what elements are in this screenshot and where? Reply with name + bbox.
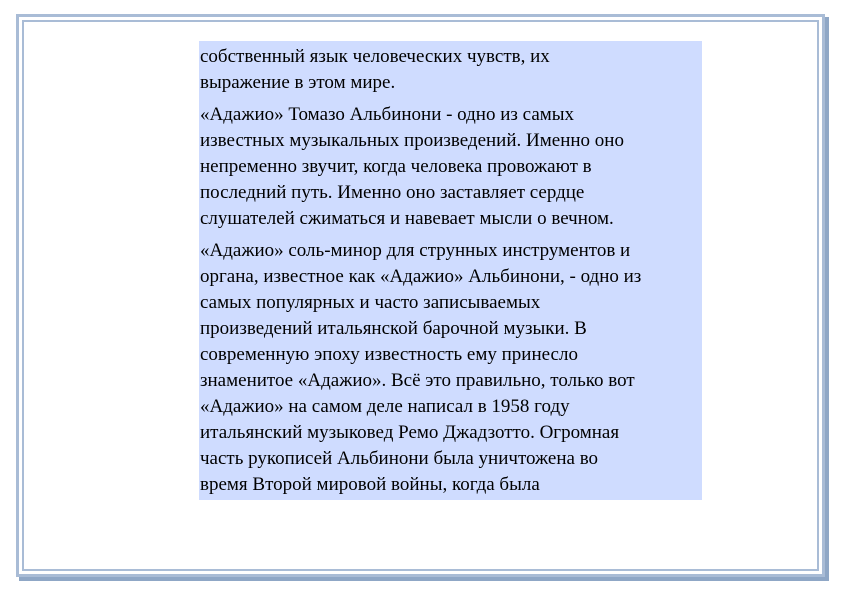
text-box [199,41,702,500]
text-line: «Адажио» соль-минор для струнных инструментов и [200,240,631,261]
text-line: органа, известное как «Адажио» Альбинони, - одно из [200,266,642,287]
paragraph-3 [200,238,702,498]
text-line: время Второй мировой войны, когда была [200,474,540,495]
frame-shadow-bottom [19,577,829,581]
paragraph-1 [200,44,702,96]
text-line: современную эпоху известность ему принесло [200,344,578,365]
text-line: знаменитое «Адажио». Всё это правильно, только вот [200,370,635,391]
text-line: «Адажио» на самом деле написал в 1958 году [200,396,570,417]
text-line: произведений итальянской барочной музыки. В [200,318,587,339]
text-line: непременно звучит, когда человека провожают в [200,156,592,177]
text-line: собственный язык человеческих чувств, их [200,46,550,67]
text-line: последний путь. Именно оно заставляет сердце [200,182,585,203]
text-line: «Адажио» Томазо Альбинони - одно из самых [200,104,575,125]
text-line: самых популярных и часто записываемых [200,292,541,313]
text-line: часть рукописей Альбинони была уничтожена во [200,448,599,469]
text-line: выражение в этом мире. [200,72,396,93]
text-line: итальянский музыковед Ремо Джадзотто. Огромная [200,422,620,443]
text-line: слушателей сжиматься и навевает мысли о вечном. [200,208,614,229]
text-line: известных музыкальных произведений. Именно оно [200,130,624,151]
frame-shadow-right [825,17,829,580]
paragraph-2 [200,102,702,232]
